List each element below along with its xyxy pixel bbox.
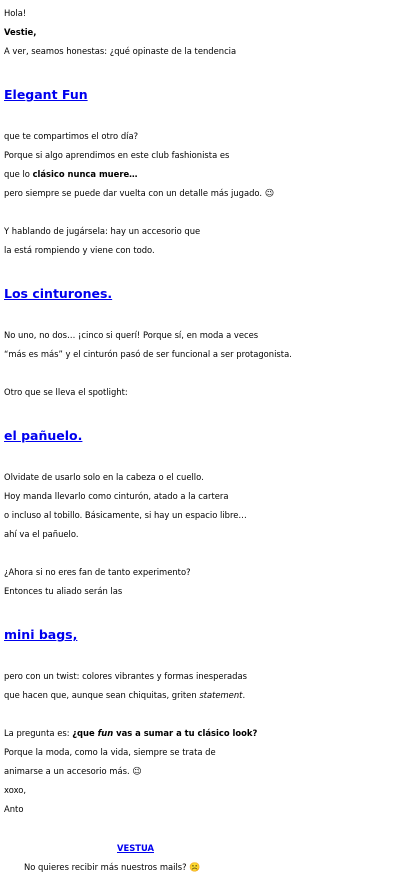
paragraph: Hoy manda llevarlo como cinturón, atado a la cartera <box>4 491 229 501</box>
paragraph: Porque si algo aprendimos en este club fashionista es <box>4 150 230 160</box>
wink-emoji-icon: 😉 <box>264 189 275 199</box>
greeting: Hola! <box>4 8 27 18</box>
paragraph: No uno, no dos… ¡cinco si querí! Porque sí, en moda a veces <box>4 330 259 340</box>
paragraph: que lo clásico nunca muere… <box>4 169 138 179</box>
paragraph: pero siempre se puede dar vuelta con un detalle más jugado. 😉 <box>4 188 275 199</box>
paragraph: Porque la moda, como la vida, siempre se trata de <box>4 747 216 757</box>
paragraph: Otro que se lleva el spotlight: <box>4 387 128 397</box>
intro-text: A ver, seamos honestas: ¿qué opinaste de la tendencia <box>4 46 237 56</box>
signoff: xoxo, <box>4 785 27 795</box>
trend-link[interactable]: Elegant Fun <box>4 87 88 102</box>
paragraph: Y hablando de jugársela: hay un accesorio que <box>4 226 201 236</box>
emphasis-text: clásico nunca muere… <box>32 169 138 179</box>
wink-emoji-icon: 😉 <box>132 767 142 777</box>
paragraph: que hacen que, aunque sean chiquitas, griten statement. <box>4 690 246 700</box>
paragraph: ahí va el pañuelo. <box>4 529 79 539</box>
paragraph: la está rompiendo y viene con todo. <box>4 245 155 255</box>
paragraph: pero con un twist: colores vibrantes y formas inesperadas <box>4 671 247 681</box>
emphasis-text: fun <box>97 728 114 738</box>
brand-footer-link[interactable]: VESTUA <box>117 843 154 853</box>
scarf-link[interactable]: el pañuelo. <box>4 428 83 443</box>
question-paragraph: La pregunta es: ¿que fun vas a sumar a tu clásico look? <box>4 728 258 738</box>
paragraph: Olvidate de usarlo solo en la cabeza o el cuello. <box>4 472 204 482</box>
paragraph: que te compartimos el otro día? <box>4 131 139 141</box>
sad-face-emoji-icon: ☹️ <box>189 863 201 873</box>
paragraph: ¿Ahora si no eres fan de tanto experimento? <box>4 567 191 577</box>
signature: Anto <box>4 804 24 814</box>
paragraph: animarse a un accesorio más. 😉 <box>4 766 142 777</box>
salutation: Vestie, <box>4 27 37 37</box>
paragraph: Entonces tu aliado serán las <box>4 586 123 596</box>
emphasis-text: statement <box>199 690 243 700</box>
minibags-link[interactable]: mini bags, <box>4 627 78 642</box>
paragraph: o incluso al tobillo. Básicamente, si hay un espacio libre… <box>4 510 247 520</box>
belts-link[interactable]: Los cinturones. <box>4 286 113 301</box>
unsubscribe-text: No quieres recibir más nuestros mails? ☹️ <box>24 862 201 873</box>
paragraph: “más es más” y el cinturón pasó de ser funcional a ser protagonista. <box>4 349 292 359</box>
